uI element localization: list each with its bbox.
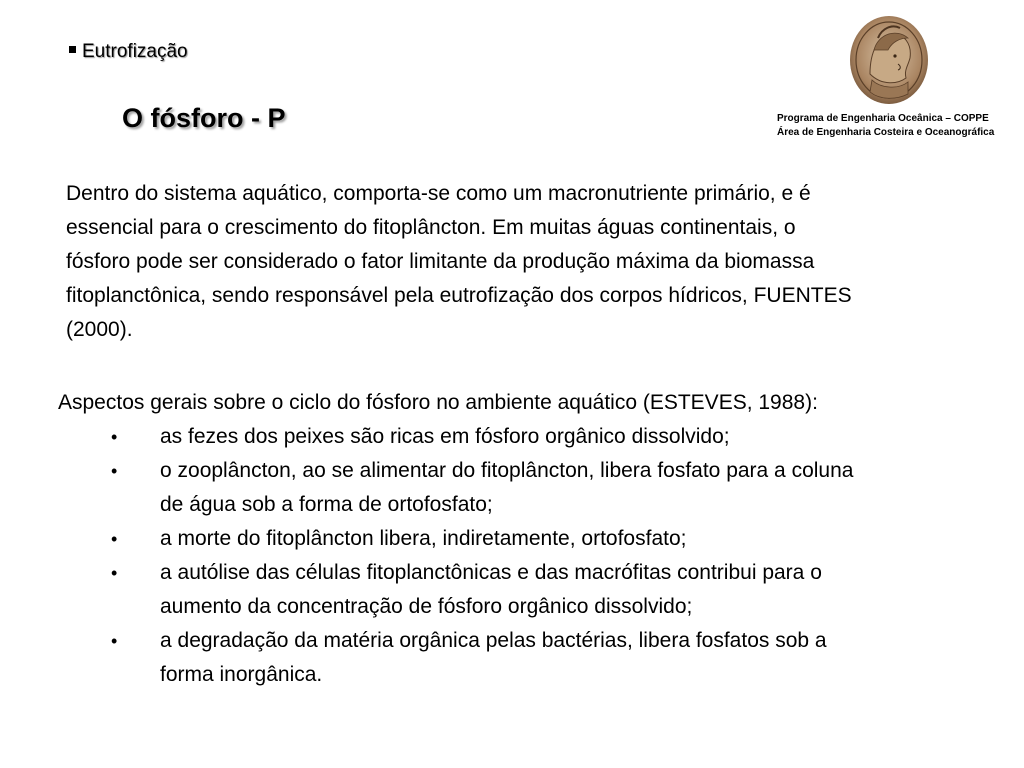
bullet-icon: • — [111, 461, 118, 481]
institution-info — [777, 112, 994, 140]
bullet-icon: • — [111, 631, 118, 651]
bullet-icon: • — [111, 563, 118, 583]
list-item — [0, 624, 1024, 692]
list-item-text — [160, 454, 1024, 522]
paragraph-line: (2000). — [66, 318, 133, 341]
paragraph-line: Dentro do sistema aquático, comporta-se como um macronutriente primário, e é — [66, 182, 811, 205]
list-item-line: aumento da concentração de fósforo orgânico dissolvido; — [160, 595, 693, 618]
aspects-heading: Aspectos gerais sobre o ciclo do fósforo no ambiente aquático (ESTEVES, 1988): — [58, 391, 818, 414]
institution-program: Programa de Engenharia Oceânica – COPPE — [777, 113, 989, 124]
breadcrumb-label: Eutrofização — [82, 41, 188, 62]
paragraph-line: fósforo pode ser considerado o fator limitante da produção máxima da biomassa — [66, 250, 815, 273]
list-item-text — [160, 420, 1024, 454]
list-item-line: as fezes dos peixes são ricas em fósforo orgânico dissolvido; — [160, 425, 730, 448]
list-item-line: a autólise das células fitoplanctônicas e das macrófitas contribui para o — [160, 561, 822, 584]
list-item-line: a morte do fitoplâncton libera, indiretamente, ortofosfato; — [160, 527, 687, 550]
list-item — [0, 556, 1024, 624]
breadcrumb — [69, 41, 188, 63]
paragraph-line: essencial para o crescimento do fitoplâncton. Em muitas águas continentais, o — [66, 216, 796, 239]
bullet-icon: • — [111, 529, 118, 549]
paragraph-line: fitoplanctônica, sendo responsável pela eutrofização dos corpos hídricos, FUENTES — [66, 284, 852, 307]
list-item-text — [160, 624, 1024, 692]
intro-paragraph — [66, 177, 966, 347]
square-bullet-icon — [69, 46, 76, 53]
aspects-list — [0, 420, 1024, 692]
list-item-line: forma inorgânica. — [160, 663, 323, 686]
bullet-icon: • — [111, 427, 118, 447]
institution-area: Área de Engenharia Costeira e Oceanográfica — [777, 127, 995, 138]
university-seal-icon — [848, 14, 930, 110]
list-item-line: de água sob a forma de ortofosfato; — [160, 493, 493, 516]
page-title: O fósforo - P — [122, 103, 286, 133]
list-item-line: o zooplâncton, ao se alimentar do fitoplâncton, libera fosfato para a coluna — [160, 459, 854, 482]
list-item — [0, 420, 1024, 454]
list-item-text — [160, 556, 1024, 624]
list-item-text — [160, 522, 1024, 556]
list-item — [0, 454, 1024, 522]
list-item-line: a degradação da matéria orgânica pelas bactérias, libera fosfatos sob a — [160, 629, 827, 652]
list-item — [0, 522, 1024, 556]
